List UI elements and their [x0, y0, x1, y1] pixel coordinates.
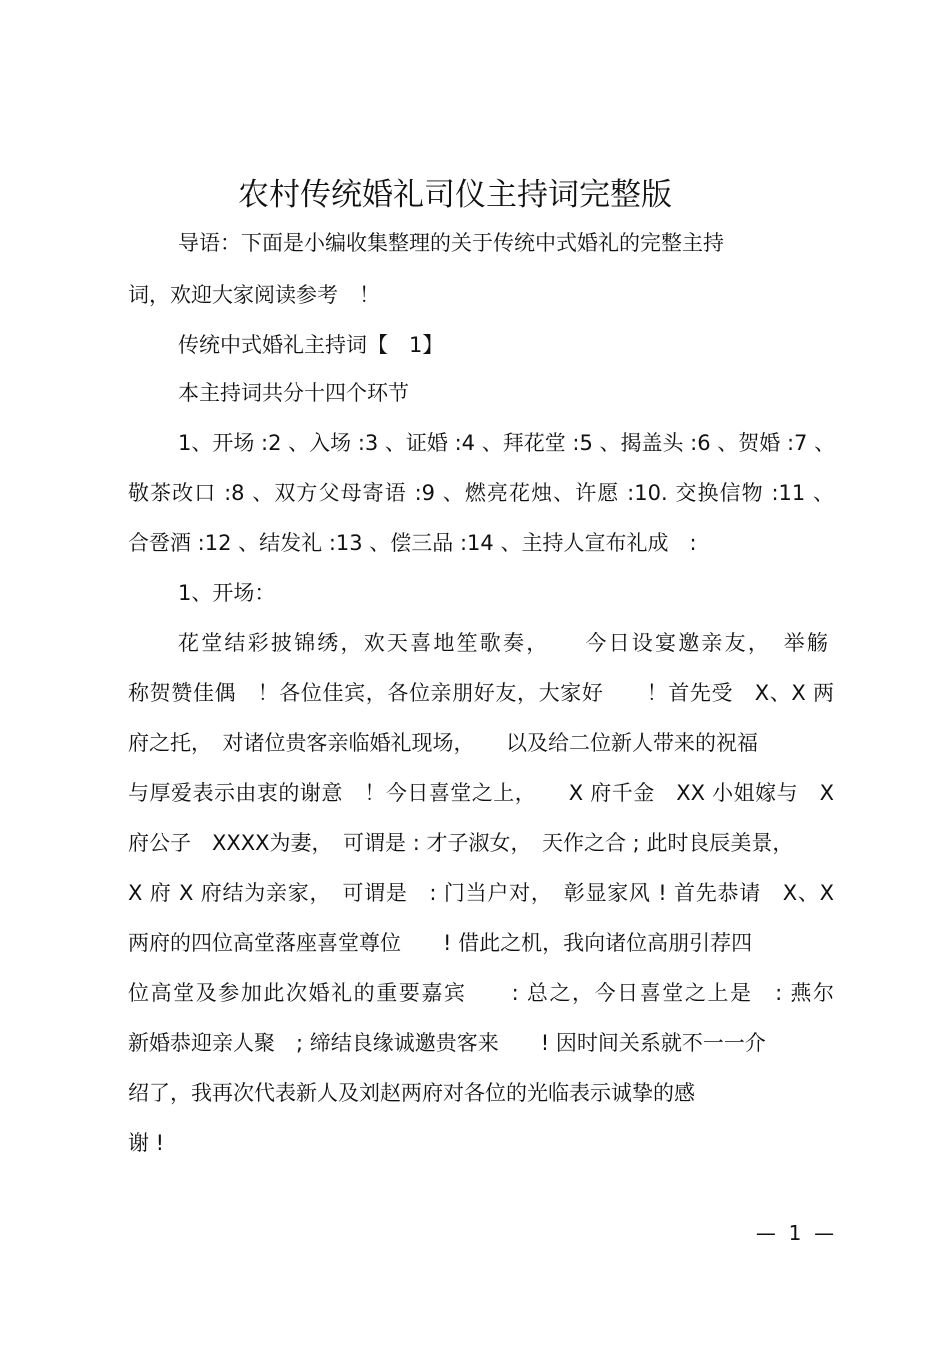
intro-line-1: 导语：下面是小编收集整理的关于传统中式婚礼的完整主持	[178, 231, 724, 255]
segments-intro: 本主持词共分十四个环节	[178, 381, 409, 405]
speech-line-6: X 府 X 府结为亲家， 可谓是 : 门当户对， 彰显家风 ! 首先恭请 X、X	[128, 881, 834, 905]
segments-list-line-2: 敬茶改口 :8 、双方父母寄语 :9 、燃亮花烛、许愿 :10. 交换信物 :11 、	[128, 481, 834, 505]
speech-line-8: 位高堂及参加此次婚礼的重要嘉宾 : 总之，今日喜堂之上是 : 燕尔	[128, 981, 834, 1005]
speech-line-2: 称贺赞佳偶 ！各位佳宾，各位亲朋好友，大家好 ！首先受 X、X 两	[128, 681, 834, 705]
speech-line-5: 府公子 XXXX为妻， 可谓是 : 才子淑女， 天作之合 ; 此时良辰美景，	[128, 831, 794, 855]
segments-list-line-3: 合卺酒 :12 、结发礼 :13 、偿三品 :14 、主持人宣布礼成 :	[128, 531, 697, 555]
speech-line-7: 两府的四位高堂落座喜堂尊位 ! 借此之机，我向诸位高朋引荐四	[128, 931, 753, 955]
speech-line-10: 绍了，我再次代表新人及刘赵两府对各位的光临表示诚挚的感	[128, 1081, 695, 1105]
segments-list-line-1: 1、开场 :2 、入场 :3 、证婚 :4 、拜花堂 :5 、揭盖头 :6 、贺婚 :7 、	[178, 431, 836, 455]
opening-subheading: 1、开场：	[178, 581, 276, 605]
document-title: 农村传统婚礼司仪主持词完整版	[238, 177, 672, 213]
speech-line-1: 花堂结彩披锦绣，欢天喜地笙歌奏， 今日设宴邀亲友， 举觞	[178, 631, 828, 655]
speech-line-3: 府之托， 对诸位贵客亲临婚礼现场， 以及给二位新人带来的祝福	[128, 731, 758, 755]
speech-line-4: 与厚爱表示由衷的谢意 ！今日喜堂之上， X 府千金 XX 小姐嫁与 X	[128, 781, 834, 805]
intro-line-2: 词，欢迎大家阅读参考 ！	[128, 283, 380, 307]
speech-line-11: 谢 !	[128, 1131, 165, 1155]
speech-line-9: 新婚恭迎亲人聚 ; 缔结良缘诚邀贵客来 ! 因时间关系就不一一介	[128, 1031, 766, 1055]
section-heading: 传统中式婚礼主持词【 1】	[178, 333, 444, 357]
page-number: — 1 —	[755, 1221, 835, 1245]
